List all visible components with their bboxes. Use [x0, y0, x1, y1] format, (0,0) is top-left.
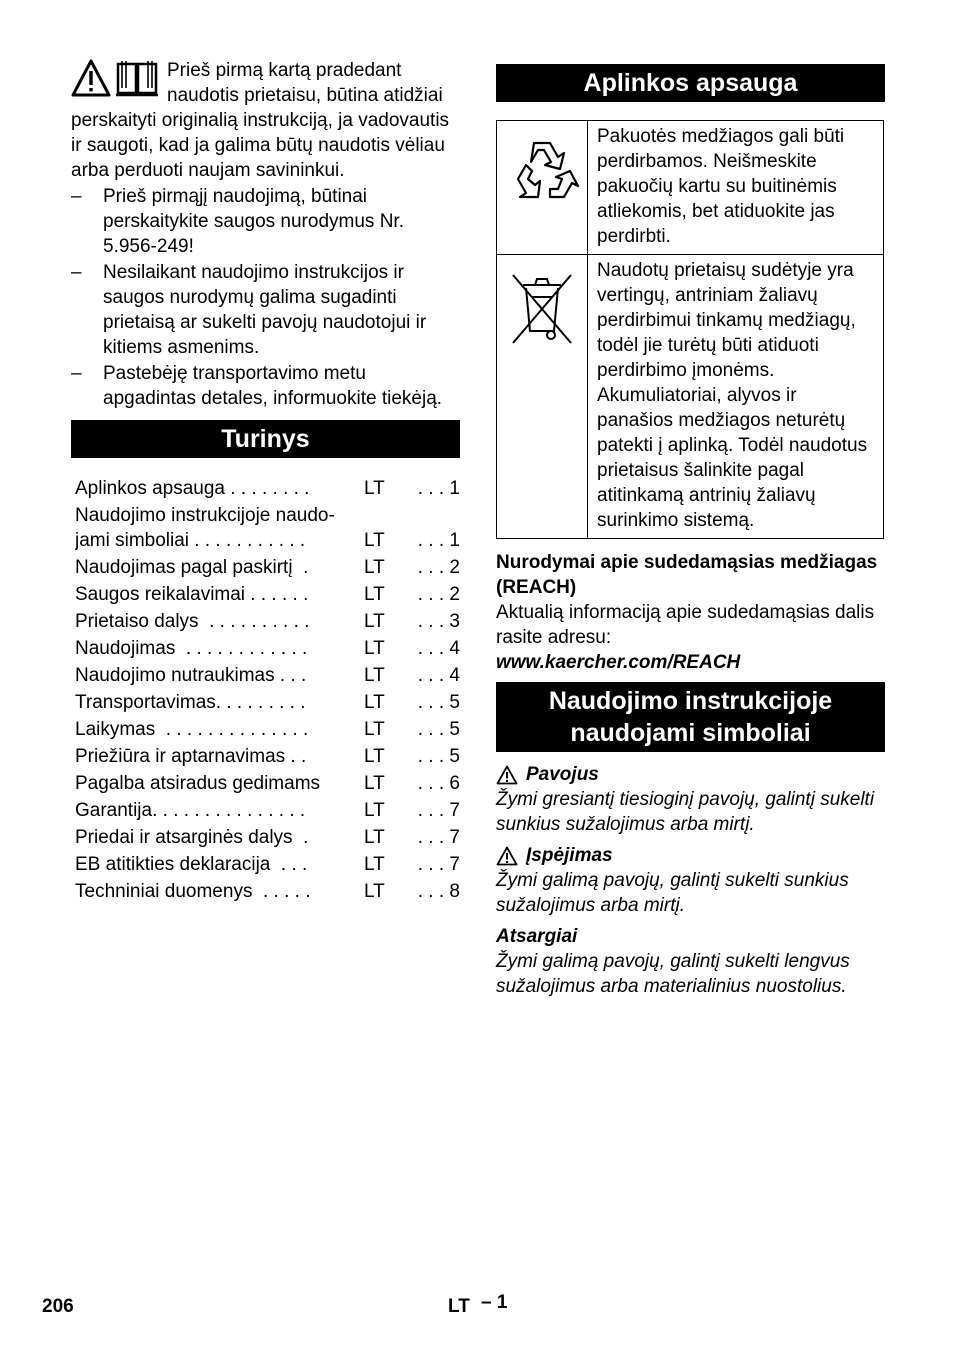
toc-row[interactable]: Priežiūra ir aptarnavimas . . LT . . . 5 [75, 746, 460, 767]
toc-row[interactable]: Laikymas . . . . . . . . . . . . . . LT . . . 5 [75, 719, 460, 740]
list-item: – Nesilaikant naudojimo instrukcijos ir saugos nurodymų galima sugadinti prietaisą ar sukelti pavojų naudotojui ir kitiems asmenims. [71, 262, 427, 358]
danger-text: Žymi gresiantį tiesioginį pavojų, galintį sukelti sunkius sužalojimus arba mirtį. [496, 789, 875, 835]
toc-row[interactable]: Prietaiso dalys . . . . . . . . . . LT . . . 3 [75, 611, 460, 632]
recycle-icon [504, 135, 580, 211]
intro-bullet-list [71, 184, 460, 411]
left-column [71, 58, 460, 905]
toc-row[interactable]: Pagalba atsiradus gedimams LT . . . 6 [75, 773, 460, 794]
caution-label: Atsargiai [496, 926, 578, 947]
environment-heading: Aplinkos apsauga [496, 64, 885, 102]
toc-row[interactable]: Techniniai duomenys . . . . . LT . . . 8 [75, 881, 460, 902]
warning-text: Žymi galimą pavojų, galintį sukelti sunkius sužalojimus arba mirtį. [496, 870, 849, 916]
page-number: 206 [42, 1296, 74, 1317]
warning-triangle-icon [496, 846, 518, 866]
intro-icons [71, 58, 159, 104]
reach-heading: Nurodymai apie sudedamąsias medžiagas (REACH) [496, 552, 878, 598]
toc-row[interactable]: Naudojimas . . . . . . . . . . . . LT . . . 4 [75, 638, 460, 659]
caution-heading [496, 924, 885, 949]
list-item: – Prieš pirmąjį naudojimą, būtinai perskaitykite saugos nurodymus Nr. 5.956-249! [71, 186, 404, 257]
toc-row[interactable]: Aplinkos apsauga . . . . . . . . LT . . . 1 [75, 478, 460, 499]
toc-heading: Turinys [71, 420, 460, 458]
danger-label: Pavojus [526, 764, 599, 785]
manual-book-icon [115, 58, 159, 98]
toc-row[interactable]: EB atitikties deklaracija . . . LT . . . 7 [75, 854, 460, 875]
intro-section [71, 58, 460, 183]
toc-row[interactable]: Saugos reikalavimai . . . . . . LT . . . 2 [75, 584, 460, 605]
reach-link[interactable]: www.kaercher.com/REACH [496, 652, 741, 673]
footer-local-page: – 1 [481, 1292, 508, 1313]
reach-text: Aktualią informaciją apie sudedamąsias dalis rasite adresu: [496, 602, 875, 648]
warning-triangle-icon [496, 765, 518, 785]
environment-table [496, 120, 884, 539]
table-row [497, 121, 884, 255]
warning-triangle-icon [71, 58, 111, 98]
toc-row[interactable]: Naudojimo instrukcijoje naudo- [75, 505, 335, 526]
symbols-heading: Naudojimo instrukcijoje naudojami simboliai [496, 682, 885, 752]
crossed-bin-icon [507, 269, 577, 349]
recycle-text: Pakuotės medžiagos gali būti perdirbamos. Neišmeskite pakuočių kartu su buitinėmis atliekomis, bet atiduokite jas perdirbti. [588, 121, 884, 255]
warning-heading [496, 843, 885, 868]
list-item: – Pastebėję transportavimo metu apgadintas detales, informuokite tiekėją. [71, 363, 443, 409]
table-row [497, 255, 884, 539]
toc-row[interactable]: Transportavimas. . . . . . . . . LT . . . 5 [75, 692, 460, 713]
toc-row[interactable]: Garantija. . . . . . . . . . . . . . . LT . . . 7 [75, 800, 460, 821]
bin-text: Naudotų prietaisų sudėtyje yra vertingų, antriniam žaliavų perdirbimui tinkamų medžiagų, todėl jie turėtų būti atiduoti perdirbimo įmonėms. Akumuliatoriai, alyvos ir panašios medžiagos neturėtų patekti į aplinką. Todėl naudotus prietaisus šalinkite pagal atitinkamą antrinių žaliavų surinkimo sistemą. [588, 255, 884, 539]
toc-row[interactable]: Naudojimo nutraukimas . . . LT . . . 4 [75, 665, 460, 686]
right-column [496, 64, 885, 999]
toc-row[interactable]: jami simboliai . . . . . . . . . . . LT . . . 1 [75, 530, 460, 551]
intro-paragraph: Prieš pirmą kartą pradedant naudotis prietaisu, būtina atidžiai perskaityti originalią instrukciją, ja vadovautis ir saugoti, kad ja galima būtų naudotis vėliau arba perduoti naujam savininkui. [71, 60, 450, 181]
danger-heading [496, 762, 885, 787]
table-of-contents [71, 475, 460, 905]
warning-label: Įspėjimas [526, 845, 613, 866]
caution-text: Žymi galimą pavojų, galintį sukelti lengvus sužalojimus arba materialinius nuostolius. [496, 951, 850, 997]
footer-lang: LT [448, 1296, 470, 1317]
toc-row[interactable]: Naudojimas pagal paskirtį . LT . . . 2 [75, 557, 460, 578]
toc-row[interactable]: Priedai ir atsarginės dalys . LT . . . 7 [75, 827, 460, 848]
